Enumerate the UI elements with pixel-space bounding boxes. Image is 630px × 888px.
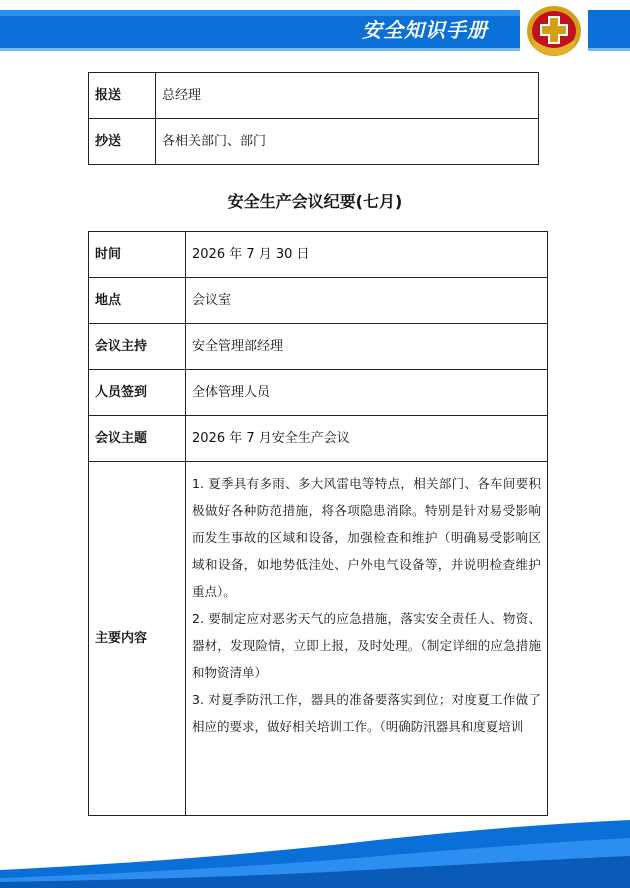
content-text <box>192 470 541 807</box>
routing-row-report <box>89 73 539 119</box>
cc-label: 抄送 <box>89 119 156 165</box>
minutes-table <box>88 231 548 816</box>
report-to-value: 总经理 <box>156 73 539 119</box>
attendees-label: 人员签到 <box>89 370 186 416</box>
time-label: 时间 <box>89 232 186 278</box>
routing-row-cc <box>89 119 539 165</box>
minutes-row-attendees <box>89 370 548 416</box>
topic-label: 会议主题 <box>89 416 186 462</box>
document-title: 安全生产会议纪要(七月) <box>227 192 403 211</box>
time-value: 2026 年 7 月 30 日 <box>186 232 548 278</box>
content-paragraph: 3. 对夏季防汛工作，器具的准备要落实到位；对度夏工作做了相应的要求，做好相关培训工作。（明确防汛器具和度夏培训 <box>192 692 541 734</box>
minutes-row-location <box>89 278 548 324</box>
content-label: 主要内容 <box>89 462 186 816</box>
report-to-label: 报送 <box>89 73 156 119</box>
location-value: 会议室 <box>186 278 548 324</box>
content-paragraph: 1. 夏季具有多雨、多大风雷电等特点，相关部门、各车间要积极做好各种防范措施，将各项隐患消除。特别是针对易受影响而发生事故的区域和设备，加强检查和维护（明确易受影响区域和设备，如地势低洼处、户外电气设备等，并说明检查维护重点）。 <box>192 476 541 599</box>
minutes-row-content <box>89 462 548 816</box>
location-label: 地点 <box>89 278 186 324</box>
footer-wave <box>0 820 630 888</box>
content-paragraph: 2. 要制定应对恶劣天气的应急措施，落实安全责任人、物资、器材，发现险情，立即上报，及时处理。（制定详细的应急措施和物资清单） <box>192 611 541 680</box>
manual-title: 安全知识手册 <box>362 18 488 42</box>
minutes-row-topic <box>89 416 548 462</box>
routing-table <box>88 72 539 165</box>
host-value: 安全管理部经理 <box>186 324 548 370</box>
topic-value: 2026 年 7 月安全生产会议 <box>186 416 548 462</box>
attendees-value: 全体管理人员 <box>186 370 548 416</box>
host-label: 会议主持 <box>89 324 186 370</box>
safety-cross-emblem-icon <box>524 4 584 58</box>
minutes-row-host <box>89 324 548 370</box>
content-body <box>186 462 548 816</box>
minutes-row-time <box>89 232 548 278</box>
cc-value: 各相关部门、部门 <box>156 119 539 165</box>
